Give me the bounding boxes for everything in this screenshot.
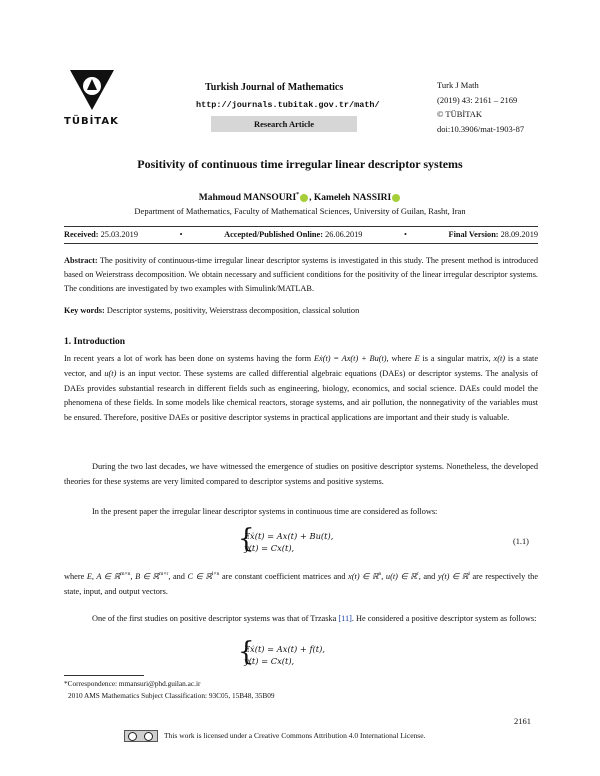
accepted-date: Accepted/Published Online: 26.06.2019: [224, 230, 363, 239]
date-bullet: •: [179, 230, 183, 239]
intro-paragraph-2: During the two last decades, we have witnessed the emergence of studies on positive descriptor systems. Nonetheless, the developed theories for these systems are very limited compared to descriptor systems and positive systems.: [64, 462, 538, 486]
citation-link[interactable]: [11]: [338, 614, 352, 623]
tubitak-wordmark: TÜBİTAK: [64, 116, 119, 127]
intro-paragraph-1: In recent years a lot of work has been done on systems having the form Eẋ(t) = Ax(t) + Bu(t), where E is a singular matrix, x(t) is a state vector, and u(t) is an input vector. These systems are called differential algebraic equations (DAEs) or descriptor systems. The analysis of DAEs provides substantial research in different fields such as engineering, biology, economics, and social science. DAEs could model the phenomena of these fields. In some models like chemical reactors, storage systems, and air pollution, the nonnegativity of the variables must be ensured. Therefore, positive DAEs or positive descriptor systems in practical applications are important and their study is valuable.: [64, 354, 539, 423]
abstract-text: The positivity of continuous-time irregular linear descriptor systems is investigated in this study. The present method is introduced based on Weierstrass decomposition. We obtain necessary and sufficient conditions for the positivity of the linear irregular descriptor systems. The conditions are investigated by two examples with Simulink/MATLAB.: [64, 256, 538, 294]
section-heading: 1. Introduction: [64, 337, 126, 347]
received-date: Received: 25.03.2019: [64, 230, 138, 239]
journal-name: Turkish Journal of Mathematics: [205, 82, 344, 93]
final-date: Final Version: 28.09.2019: [448, 230, 538, 239]
license-text[interactable]: This work is licensed under a Creative Commons Attribution 4.0 International License.: [164, 731, 426, 740]
paper-title: Positivity of continuous time irregular linear descriptor systems: [137, 157, 463, 171]
citation-short: Turk J Math: [437, 80, 479, 90]
equation-brace: {: [238, 524, 255, 554]
author-line: [0, 192, 600, 203]
copyright: © TÜBİTAK: [437, 109, 483, 119]
divider-bottom: [64, 243, 538, 244]
equation-brace: {: [238, 637, 255, 667]
equation-1: Eẋ(t) = Ax(t) + Bu(t), y(t) = Cx(t),: [244, 531, 334, 553]
article-type-badge: Research Article: [211, 116, 357, 132]
affiliation: Department of Mathematics, Faculty of Mathematical Sciences, University of Guilan, Rasht, Iran: [134, 206, 466, 216]
doi[interactable]: doi:10.3906/mat-1903-87: [437, 123, 525, 134]
author-separator: ,: [309, 193, 314, 204]
orcid-icon[interactable]: [300, 194, 308, 202]
divider-top: [64, 226, 538, 227]
page-number: 2161: [514, 716, 531, 726]
citation-block: [437, 78, 524, 136]
footnote-msc: 2010 AMS Mathematics Subject Classification: 93C05, 15B48, 35B09: [68, 691, 275, 700]
keywords-label: Key words:: [64, 306, 105, 315]
dates-row: [64, 230, 538, 239]
inline-equation: Eẋ(t) = Ax(t) + Bu(t): [313, 354, 387, 363]
equation-number: (1.1): [513, 537, 529, 546]
author-2: Kameleh NASSIRI: [313, 193, 392, 204]
journal-url[interactable]: http://journals.tubitak.gov.tr/math/: [196, 100, 380, 110]
date-bullet: •: [404, 230, 407, 239]
keywords-text: Descriptor systems, positivity, Weierstrass decomposition, classical solution: [106, 306, 360, 315]
intro-paragraph-5: One of the first studies on positive descriptor systems was that of Trzaska [11]. He considered a positive descriptor system as follows:: [92, 614, 537, 623]
keywords: [64, 304, 538, 319]
orcid-icon[interactable]: [392, 194, 400, 202]
author-1: Mahmoud MANSOURI: [198, 193, 297, 204]
intro-paragraph-3: In the present paper the irregular linear descriptor systems in continuous time are considered as follows:: [92, 507, 438, 516]
cc-license-icon[interactable]: [124, 730, 158, 742]
intro-paragraph-4: where E, A ∈ ℝ$^{m\times n}$, B ∈ ℝ$^{m\times r}$, and C ∈ ℝ$^{l\times n}$ are constant coefficient matrices and x(t) ∈ ℝ$^n$, u(t) ∈ ℝ$^r$, and y(t) ∈ ℝ$^l$ are respectively the state, input, and output vectors.: [64, 571, 538, 596]
abstract: [64, 254, 538, 297]
abstract-label: Abstract:: [64, 256, 98, 265]
citation-volume: (2019) 43: 2161 – 2169: [437, 94, 518, 105]
corresponding-mark: *: [296, 192, 300, 198]
footnote-rule: [64, 675, 144, 676]
footnote-correspondence: *Correspondence: mmansuri@phd.guilan.ac.ir: [64, 679, 201, 688]
equation-2: Eẋ(t) = Ax(t) + f(t), y(t) = Cx(t),: [244, 644, 325, 666]
